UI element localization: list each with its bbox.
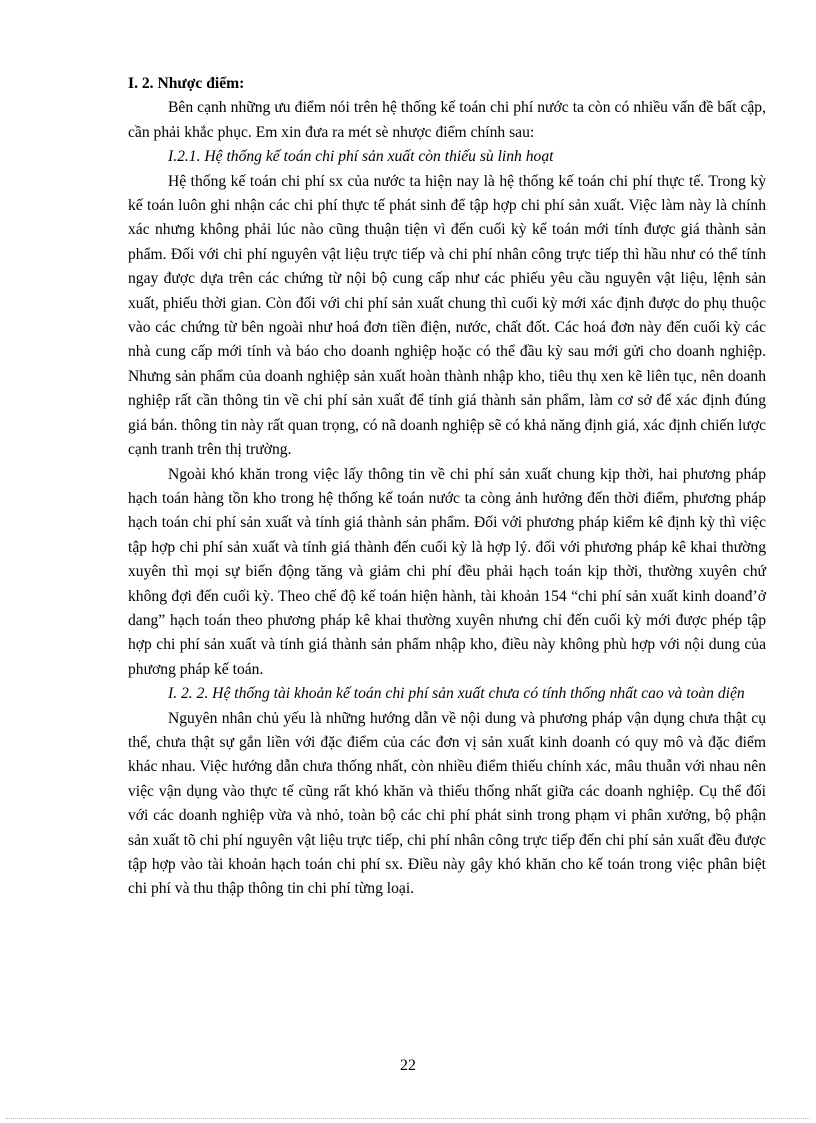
subsection-title-1: I.2.1. Hệ thống kế toán chi phí sản xuất còn thiếu sù linh hoạt: [168, 148, 554, 166]
footer-divider: [6, 1118, 810, 1119]
body-paragraph: Nguyên nhân chủ yếu là những hướng dẫn về nội dung và phương pháp vận dụng chưa thật cụ thể, chưa thật sự gắn liền với đặc điểm của các đơn vị sản xuất kinh doanh có quy mô và đặc điểm khác nhau. Việc hướng dẫn chưa thống nhất, còn nhiều điểm thiếu chính xác, mâu thuẫn với nhau nên việc vận dụng vào thực tế cũng rất khó khăn và thiếu thống nhất giữa các doanh nghiệp. Cụ thể đối với các doanh nghiệp vừa và nhỏ, toàn bộ các chi phí phát sinh trong phạm vi phân xưởng, bộ phận sản xuất tõ chi phí nguyên vật liệu trực tiếp, chi phí nhân công trực tiếp đến chi phí sản xuất đều được tập hợp vào tài khoản hạch toán chi phí sx. Điều này gây khó khăn cho kế toán trong việc phân biệt chi phí và thu thập thông tin chi phí từng loại.: [128, 709, 766, 898]
subsection-title-2: I. 2. 2. Hệ thống tài khoản kế toán chi phí sản xuất chưa có tính thống nhất cao và toàn diện: [168, 685, 745, 703]
intro-paragraph: Bên cạnh những ưu điểm nói trên hệ thống kế toán chi phí nước ta còn có nhiều vấn đề bất cập, cần phải khắc phục. Em xin đưa ra mét sè nhược điểm chính sau:: [128, 99, 766, 141]
section-heading: I. 2. Nhược điểm:: [128, 75, 245, 92]
body-paragraph: Ngoài khó khăn trong việc lấy thông tin về chi phí sản xuất chung kịp thời, hai phương pháp hạch toán hàng tồn kho trong hệ thống kế toán nước ta còng ảnh hưởng đến thời điểm, phương pháp hạch toán chi phí sản xuất và tính giá thành sản phẩm. Đối với phương pháp kiểm kê định kỳ thì việc tập hợp chi phí sản xuất và tính giá thành đến cuối kỳ là hợp lý. đối với phương pháp kê khai thường xuyên thì mọi sự biến động tăng và giảm chi phí đều phải hạch toán kịp thời, thường xuyên chứ không đợi đến cuối kỳ. Theo chế độ kế toán hiện hành, tài khoản 154 “chi phí sản xuất kinh doanđ’ở dang” hạch toán theo phương pháp kê khai thường xuyên nhưng chỉ đến cuối kỳ mới được phép tập hợp chi phí sản xuất và tính giá thành sản phẩm nhập kho, điều này không phù hợp với nội dung của phương pháp kế toán.: [128, 465, 766, 678]
page-number: 22: [400, 1057, 416, 1074]
body-paragraph: Hệ thống kế toán chi phí sx của nước ta hiện nay là hệ thống kế toán chi phí thực tế. Trong kỳ kế toán luôn ghi nhận các chi phí thực tế phát sinh để tập hợp chi phí sản xuất. Việc làm này là chính xác nhưng không phải lúc nào cũng thuận tiện vì đến cuối kỳ kế toán mới tính được giá thành sản phẩm. Đối với chi phí nguyên vật liệu trực tiếp và chi phí nhân công trực tiếp thì hầu như có thể tính ngay được dựa trên các chứng từ nội bộ cung cấp như các phiếu yêu cầu nguyên vật liệu, lệnh sản xuất, phiếu thời gian. Còn đối với chi phí sản xuất chung thì cuối kỳ mới xác định được do phụ thuộc vào các chứng từ bên ngoài như hoá đơn tiền điện, nước, chất đốt. Các hoá đơn này đến cuối kỳ các nhà cung cấp mới tính và báo cho doanh nghiệp hoặc có thể đầu kỳ sau mới gửi cho doanh nghiệp. Nhưng sản phẩm của doanh nghiệp sản xuất hoàn thành nhập kho, tiêu thụ xen kẽ liên tục, nên doanh nghiệp rất cần thông tin về chi phí sản xuất để tính giá thành sản phẩm, làm cơ sở để xác định đúng giá bán. thông tin này rất quan trọng, có nã doanh nghiệp sẽ có khả năng định giá, xác định chiến lược cạnh tranh trên thị trường.: [128, 172, 766, 459]
document-body: [128, 72, 766, 902]
